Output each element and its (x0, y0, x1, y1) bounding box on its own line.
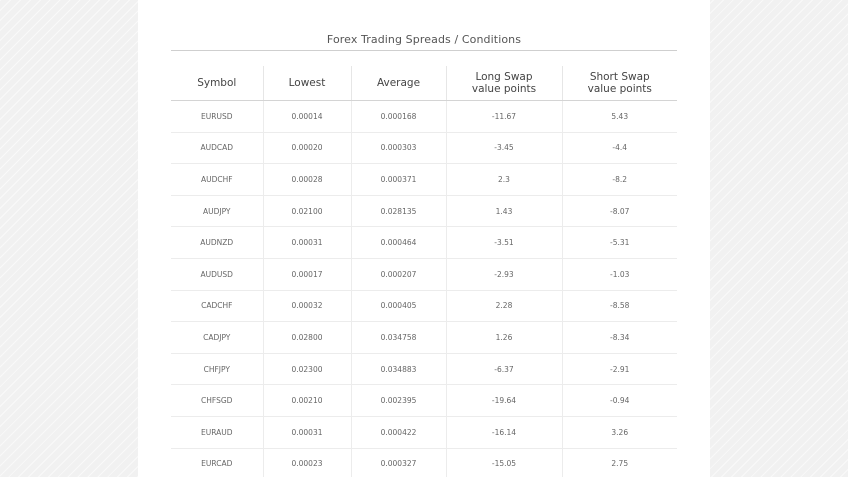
spreads-table (171, 66, 677, 477)
cell-lowest: 0.00020 (263, 132, 351, 164)
cell-symbol: AUDJPY (171, 195, 263, 227)
cell-symbol: AUDUSD (171, 258, 263, 290)
cell-average: 0.000371 (351, 164, 446, 196)
cell-symbol: AUDCHF (171, 164, 263, 196)
cell-long-swap: -19.64 (446, 385, 562, 417)
cell-lowest: 0.00031 (263, 227, 351, 259)
cell-symbol: CHFSGD (171, 385, 263, 417)
table-row (171, 227, 677, 259)
cell-short-swap: 2.75 (562, 448, 677, 477)
cell-symbol: AUDNZD (171, 227, 263, 259)
cell-average: 0.034758 (351, 322, 446, 354)
cell-average: 0.000303 (351, 132, 446, 164)
cell-long-swap: -16.14 (446, 416, 562, 448)
cell-symbol: CADJPY (171, 322, 263, 354)
cell-average: 0.000207 (351, 258, 446, 290)
cell-lowest: 0.00028 (263, 164, 351, 196)
cell-lowest: 0.02800 (263, 322, 351, 354)
cell-short-swap: -8.34 (562, 322, 677, 354)
table-row (171, 448, 677, 477)
table-row (171, 353, 677, 385)
cell-long-swap: 1.43 (446, 195, 562, 227)
column-header-short-swap (562, 66, 677, 101)
cell-average: 0.028135 (351, 195, 446, 227)
cell-lowest: 0.00032 (263, 290, 351, 322)
cell-symbol: EURAUD (171, 416, 263, 448)
cell-lowest: 0.00031 (263, 416, 351, 448)
column-header-long-swap (446, 66, 562, 101)
table-row (171, 290, 677, 322)
cell-lowest: 0.02100 (263, 195, 351, 227)
short-swap-header-line-1: Short Swap (589, 71, 650, 83)
table-caption: Forex Trading Spreads / Conditions (171, 31, 677, 51)
cell-symbol: CHFJPY (171, 353, 263, 385)
cell-average: 0.034883 (351, 353, 446, 385)
cell-lowest: 0.00014 (263, 101, 351, 133)
table-row (171, 132, 677, 164)
cell-average: 0.000422 (351, 416, 446, 448)
column-header-average: Average (351, 66, 446, 101)
column-header-lowest: Lowest (263, 66, 351, 101)
cell-short-swap: -4.4 (562, 132, 677, 164)
cell-long-swap: -3.45 (446, 132, 562, 164)
cell-average: 0.000168 (351, 101, 446, 133)
cell-symbol: EURCAD (171, 448, 263, 477)
cell-short-swap: -2.91 (562, 353, 677, 385)
column-header-symbol: Symbol (171, 66, 263, 101)
cell-short-swap: -8.07 (562, 195, 677, 227)
cell-symbol: EURUSD (171, 101, 263, 133)
cell-long-swap: -15.05 (446, 448, 562, 477)
table-row (171, 164, 677, 196)
cell-symbol: AUDCAD (171, 132, 263, 164)
cell-long-swap: -3.51 (446, 227, 562, 259)
long-swap-header-line-1: Long Swap (475, 71, 533, 83)
table-header-row (171, 66, 677, 101)
cell-lowest: 0.00017 (263, 258, 351, 290)
cell-lowest: 0.00210 (263, 385, 351, 417)
long-swap-header-line-2: value points (471, 83, 537, 95)
cell-average: 0.000327 (351, 448, 446, 477)
cell-long-swap: 1.26 (446, 322, 562, 354)
cell-lowest: 0.00023 (263, 448, 351, 477)
cell-short-swap: -0.94 (562, 385, 677, 417)
cell-long-swap: -11.67 (446, 101, 562, 133)
cell-short-swap: 3.26 (562, 416, 677, 448)
table-row (171, 195, 677, 227)
table-row (171, 101, 677, 133)
cell-average: 0.000405 (351, 290, 446, 322)
table-row (171, 322, 677, 354)
cell-lowest: 0.02300 (263, 353, 351, 385)
table-row (171, 258, 677, 290)
cell-long-swap: 2.3 (446, 164, 562, 196)
short-swap-header-line-2: value points (587, 83, 652, 95)
cell-short-swap: 5.43 (562, 101, 677, 133)
cell-long-swap: 2.28 (446, 290, 562, 322)
cell-short-swap: -8.2 (562, 164, 677, 196)
content-panel (138, 0, 710, 477)
table-row (171, 416, 677, 448)
cell-long-swap: -2.93 (446, 258, 562, 290)
cell-short-swap: -8.58 (562, 290, 677, 322)
cell-long-swap: -6.37 (446, 353, 562, 385)
cell-average: 0.000464 (351, 227, 446, 259)
cell-short-swap: -1.03 (562, 258, 677, 290)
cell-symbol: CADCHF (171, 290, 263, 322)
table-row (171, 385, 677, 417)
cell-average: 0.002395 (351, 385, 446, 417)
cell-short-swap: -5.31 (562, 227, 677, 259)
